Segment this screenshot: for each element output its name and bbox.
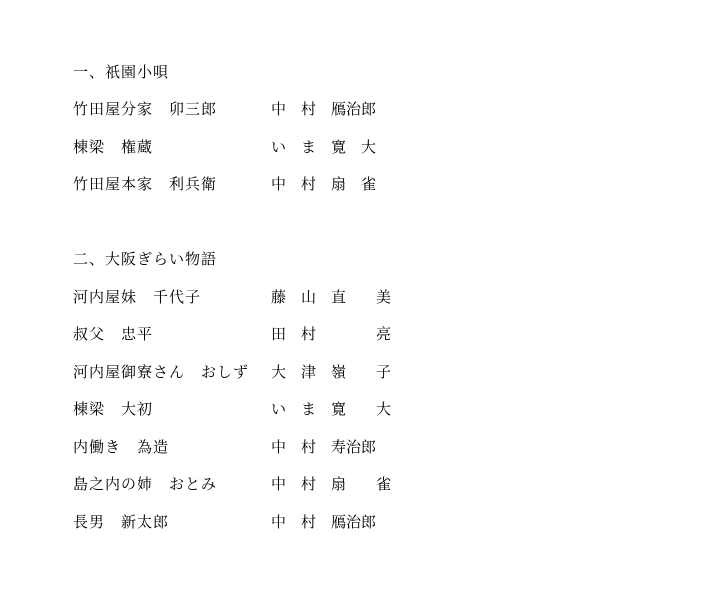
cast-row (73, 98, 413, 120)
role-name: 島之内の姉 おとみ (73, 475, 218, 493)
actor-name: い ま 寛 大 (271, 138, 377, 156)
actor-name: 中 村 寿治郎 (271, 438, 377, 456)
cast-row (73, 136, 413, 158)
cast-row (73, 173, 413, 195)
role-name: 叔父 忠平 (73, 325, 154, 343)
cast-row (73, 323, 413, 345)
actor-name: 中 村 鴈治郎 (271, 100, 377, 118)
actor-name: 大 津 嶺 子 (271, 363, 392, 381)
role-name: 竹田屋本家 利兵衛 (73, 175, 218, 193)
actor-name: 田 村 亮 (271, 325, 392, 343)
cast-row (73, 398, 413, 420)
role-name: 竹田屋分家 卯三郎 (73, 100, 218, 118)
cast-row (73, 436, 413, 458)
role-name: 長男 新太郎 (73, 513, 170, 531)
actor-name: い ま 寛 大 (271, 400, 392, 418)
cast-row (73, 511, 413, 533)
role-name: 内働き 為造 (73, 438, 170, 456)
role-name: 河内屋御寮さん おしず (73, 363, 250, 381)
actor-name: 中 村 扇 雀 (271, 475, 392, 493)
section-title-osaka-girai-monogatari: 二、大阪ぎらい物語 (73, 250, 218, 268)
cast-row (73, 361, 413, 383)
cast-row (73, 286, 413, 308)
role-name: 棟梁 権蔵 (73, 138, 154, 156)
cast-row (73, 473, 413, 495)
role-name: 河内屋妹 千代子 (73, 288, 202, 306)
actor-name: 藤 山 直 美 (271, 288, 392, 306)
actor-name: 中 村 扇 雀 (271, 175, 377, 193)
actor-name: 中 村 鴈治郎 (271, 513, 377, 531)
section-title-gion-kouta: 一、祇園小唄 (73, 63, 170, 81)
role-name: 棟梁 大初 (73, 400, 154, 418)
